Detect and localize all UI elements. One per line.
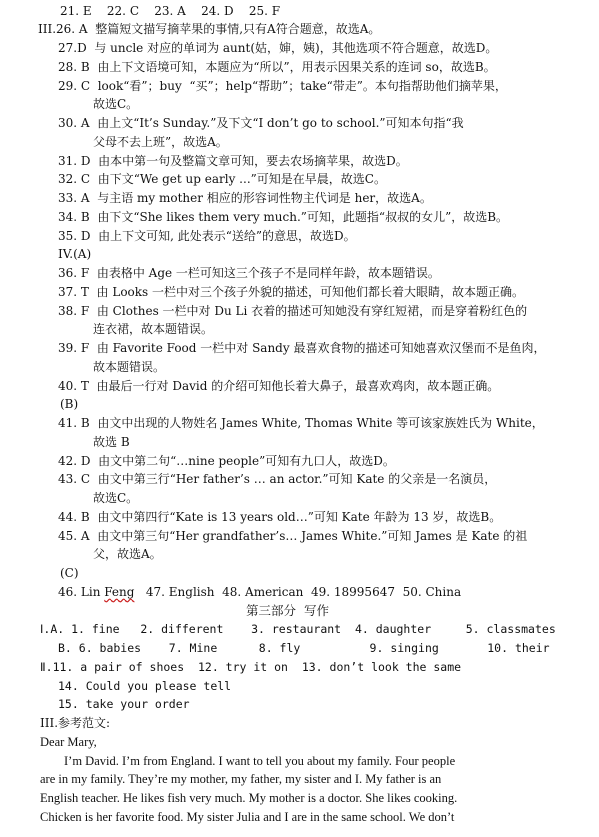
text-line: 44. B 由文中第四行“Kate is 13 years old…”可知 Kate 年龄为 13 岁，故选B。: [58, 510, 502, 524]
text-line: 46. Lin Feng 47. English 48. American 49. 18995647 50. China: [58, 585, 462, 599]
text-line: 41. B 由文中出现的人物姓名 James White, Thomas White 等可该家族姓氏为 White，: [58, 416, 544, 430]
text-line: 34. B 由下文“She likes them very much.”可知，此题指“叔叔的女儿”，故选B。: [58, 210, 509, 224]
text-line: 32. C 由下文“We get up early ...”可知是在早晨，故选C。: [58, 172, 386, 186]
spellcheck-word: Feng: [104, 585, 135, 599]
text-line: 父，故选A。: [93, 547, 162, 561]
text-line: Chicken is her favorite food. My sister Julia and I are in the same school. We don’t: [40, 810, 455, 824]
text-line: I’m David. I’m from England. I want to tell you about my family. Four people: [64, 754, 456, 768]
text-line: 父母不去上班”，故选A。: [93, 135, 228, 149]
text-line: (C): [60, 566, 79, 580]
text-line: 连衣裙，故本题错误。: [93, 322, 214, 336]
text-line: English teacher. He likes fish very much. My mother is a doctor. She likes cooking.: [40, 791, 458, 805]
text-line: 21. E 22. C 23. A 24. D 25. F: [60, 4, 281, 18]
text-line: Dear Mary,: [40, 735, 97, 749]
text-line: 36. F 由表格中 Age 一栏可知这三个孩子不是同样年龄，故本题错误。: [58, 266, 440, 280]
section-heading: 第三部分 写作: [246, 603, 329, 618]
text-line: 故本题错误。: [93, 360, 166, 374]
text-line: III.参考范文:: [40, 716, 111, 730]
text-line: 30. A 由上文“It’s Sunday.”及下文“I don’t go to school.”可知本句指“我: [58, 116, 464, 130]
text-line: 42. D 由文中第二句“…nine people”可知有九口人，故选D。: [58, 454, 395, 468]
text-line: (B): [60, 397, 79, 411]
text-line: 45. A 由文中第三句“Her grandfather’s… James White.”可知 James 是 Kate 的祖: [58, 529, 528, 543]
text-line: 故选C。: [93, 97, 139, 111]
text-line: B. 6. babies 7. Mine 8. fly 9. singing 10. their: [58, 641, 550, 655]
text-line: 故选 B: [93, 435, 130, 449]
text-line: 39. F 由 Favorite Food 一栏中对 Sandy 最喜欢食物的描述可知她喜欢汉堡而不是鱼肉，: [58, 341, 546, 355]
text-line: 14. Could you please tell: [58, 679, 232, 693]
text-line: 35. D 由上下文可知, 此处表示“送给”的意思，故选D。: [58, 229, 356, 243]
text-line: III.26. A 整篇短文描写摘苹果的事情,只有A符合题意，故选A。: [38, 22, 381, 36]
text-line: are in my family. They’re my mother, my father, my sister and I. My father is an: [40, 772, 442, 786]
text-line: 37. T 由 Looks 一栏中对三个孩子外貌的描述，可知他们都长着大眼睛，故本题正确。: [58, 285, 525, 299]
text-line: 15. take your order: [58, 697, 190, 711]
text-line: Ⅰ.A. 1. fine 2. different 3. restaurant 4. daughter 5. classmates: [40, 622, 556, 636]
text-line: 27.D 与 uncle 对应的单词为 aunt(姑，婶，姨)，其他选项不符合题意，故选D。: [58, 41, 498, 55]
text-line: 33. A 与主语 my mother 相应的形容词性物主代词是 her，故选A。: [58, 191, 432, 205]
text-line: 38. F 由 Clothes 一栏中对 Du Li 衣着的描述可知她没有穿红短裙，而是穿着粉红色的: [58, 304, 528, 318]
text-line: IV.(A): [58, 247, 92, 261]
text-line: Ⅱ.11. a pair of shoes 12. try it on 13. don’t look the same: [40, 660, 462, 674]
text-line: 28. B 由上下文语境可知，本题应为“所以”，用表示因果关系的连词 so，故选B。: [58, 60, 496, 74]
text-line: 43. C 由文中第三行“Her father’s … an actor.”可知 Kate 的父亲是一名演员，: [58, 472, 497, 486]
text-line: 29. C look“看”；buy “买”；help“帮助”；take“带走”。本句指帮助他们摘苹果，: [58, 79, 507, 93]
text-line: 40. T 由最后一行对 David 的介绍可知他长着大鼻子，最喜欢鸡肉，故本题正确。: [58, 379, 500, 393]
text-line: 故选C。: [93, 491, 139, 505]
text-line: 31. D 由本中第一句及整篇文章可知，要去农场摘苹果，故选D。: [58, 154, 408, 168]
